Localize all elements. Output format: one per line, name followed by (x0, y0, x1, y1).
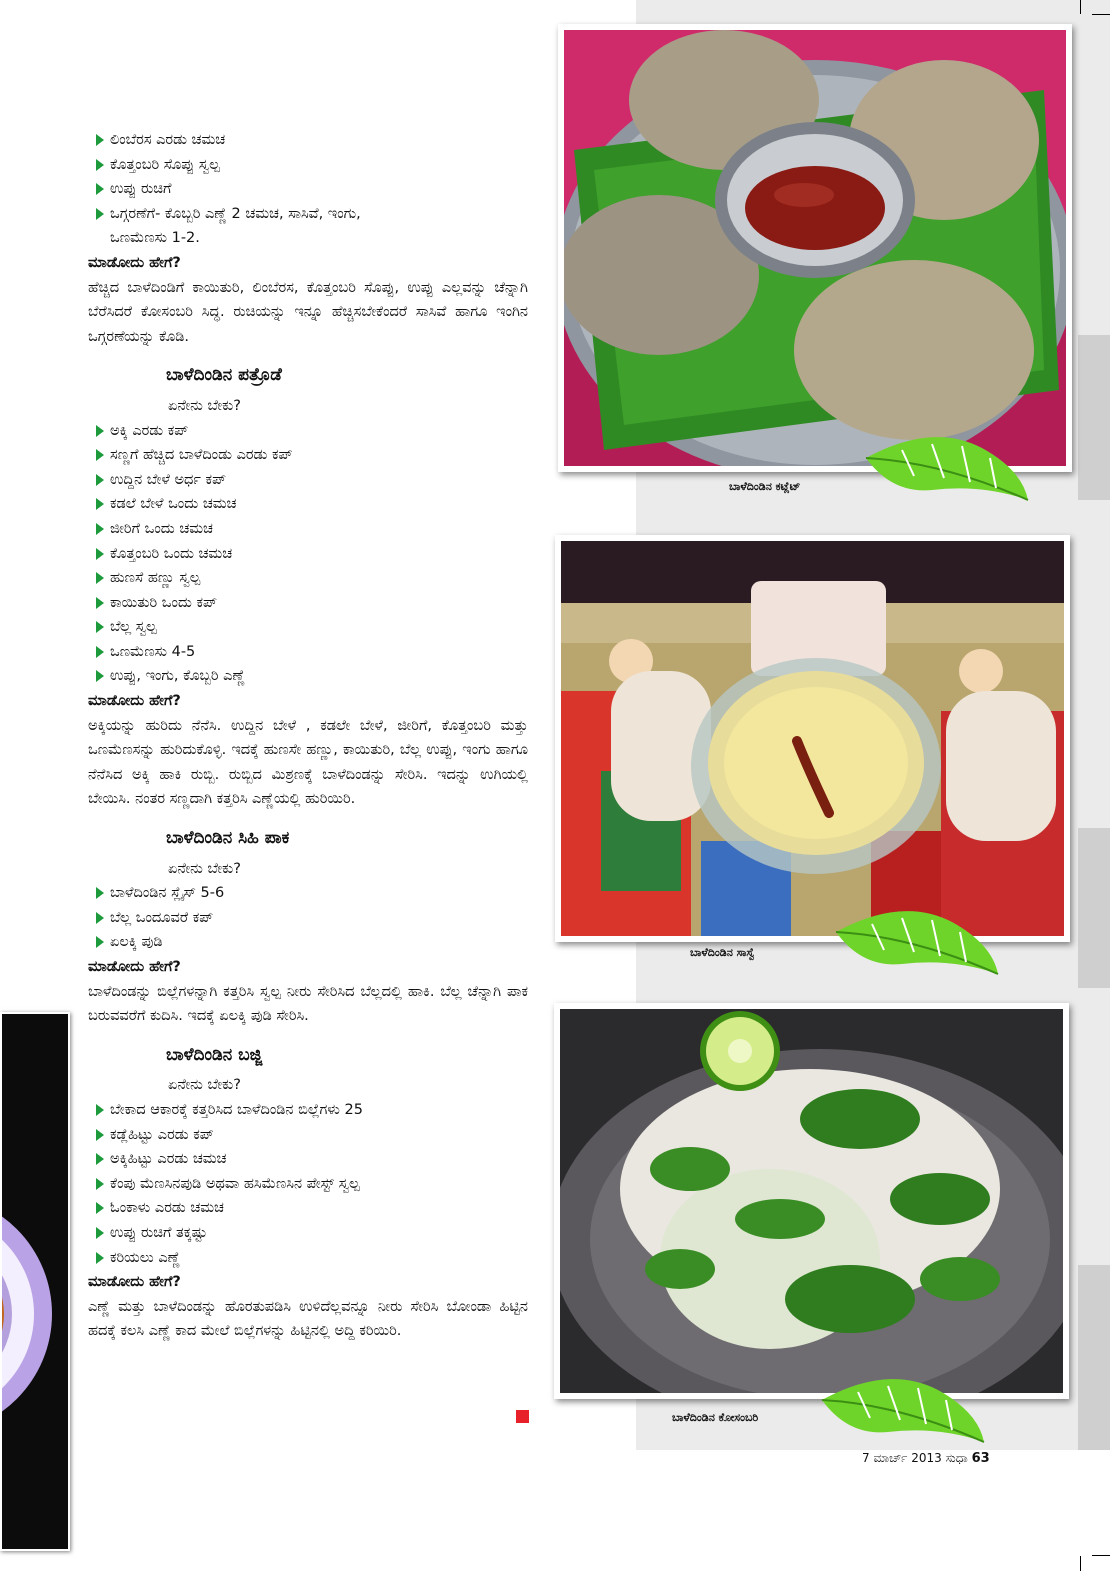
photo-sasve-image (561, 541, 1064, 936)
photo-cutlet-image (564, 30, 1066, 466)
crop-mark (1080, 1556, 1081, 1571)
intro-ingredient-list (88, 128, 528, 251)
method-heading: ಮಾಡೋದು ಹೇಗೆ? (88, 959, 181, 975)
banana-leaf-icon (818, 1370, 988, 1450)
method-paragraph: ಬಾಳೆದಿಂಡನ್ನು ಬಿಲ್ಲೆಗಳನ್ನಾಗಿ ಕತ್ತರಿಸಿ ಸ್ವಲ್ಪ ನೀರು ಸೇರಿಸಿದ ಬೆಲ್ಲದಲ್ಲಿ ಹಾಕಿ. ಬೆಲ್ಲ ಚೆನ್ನಾಗಿ ಪಾಕ ಬರುವವರೆಗೆ ಕುದಿಸಿ. ಇದಕ್ಕೆ ಏಲಕ್ಕಿ ಪುಡಿ ಸೇರಿಸಿ. (88, 983, 528, 1025)
method-heading: ಮಾಡೋದು ಹೇಗೆ? (88, 693, 181, 710)
page-number: 63 (971, 1451, 990, 1466)
list-item: ಏಲಕ್ಕಿ ಪುಡಿ (88, 930, 528, 955)
photo-caption: ಬಾಳೆದಿಂಡಿನ ಸಾಸ್ವೆ (690, 946, 755, 959)
list-item: ಉದ್ದಿನ ಬೇಳೆ ಅರ್ಧ ಕಪ್ (88, 468, 528, 493)
method-heading: ಮಾಡೋದು ಹೇಗೆ? (88, 254, 181, 271)
crop-mark (1092, 14, 1110, 15)
list-item: ಕಡಲೆ ಬೇಳೆ ಒಂದು ಚಮಚ (88, 492, 528, 517)
list-item: ಕೊತ್ತಂಬರಿ ಒಂದು ಚಮಚ (88, 542, 528, 567)
list-item: ಬೆಲ್ಲ ಒಂದೂವರೆ ಕಪ್ (88, 906, 528, 931)
list-item: ಕಡ್ಲೆಹಿಟ್ಟು ಎರಡು ಕಪ್ (88, 1123, 528, 1148)
list-item: ಅಕ್ಕಿಹಿಟ್ಟು ಎರಡು ಚಮಚ (88, 1147, 528, 1172)
partial-photo-left (0, 1012, 70, 1551)
method-paragraph: ಹೆಚ್ಚಿದ ಬಾಳೆದಿಂಡಿಗೆ ಕಾಯಿತುರಿ, ಲಿಂಬೆರಸ, ಕೊತ್ತಂಬರಿ ಸೊಪ್ಪು, ಉಪ್ಪು ಎಲ್ಲವನ್ನು ಚೆನ್ನಾಗಿ ಬೆರೆಸಿದರೆ ಕೋಸಂಬರಿ ಸಿದ್ಧ. ರುಚಿಯನ್ನು ಇನ್ನೂ ಹೆಚ್ಚಿಸಬೇಕೆಂದರೆ ಸಾಸಿವೆ ಹಾಗೂ ಇಂಗಿನ ಒಗ್ಗರಣೆಯನ್ನು ಕೊಡಿ. (88, 279, 528, 345)
list-item: ಉಪ್ಪು ರುಚಿಗೆ (88, 177, 528, 202)
ingredient-list (88, 881, 528, 955)
side-tab (1078, 335, 1110, 500)
list-item: ಸಣ್ಣಗೆ ಹೆಚ್ಚಿದ ಬಾಳೆದಿಂಡು ಎರಡು ಕಪ್ (88, 443, 528, 468)
list-item: ಉಪ್ಪು, ಇಂಗು, ಕೊಬ್ಬರಿ ಎಣ್ಣೆ (88, 664, 528, 689)
photo-cutlet (558, 24, 1072, 472)
list-item: ಒಗ್ಗರಣೆಗೆ- ಕೊಬ್ಬರಿ ಎಣ್ಣೆ 2 ಚಮಚ, ಸಾಸಿವೆ, ಇಂಗು, (88, 202, 528, 227)
list-item: ಕಾಯಿತುರಿ ಒಂದು ಕಪ್ (88, 591, 528, 616)
photo-sasve (555, 535, 1070, 942)
recipe-title: ಬಾಳೆದಿಂಡಿನ ಸಿಹಿ ಪಾಕ (166, 828, 290, 849)
end-of-article-mark (516, 1410, 529, 1423)
list-item: ಕರಿಯಲು ಎಣ್ಣೆ (88, 1246, 528, 1271)
list-item: ಉಪ್ಪು ರುಚಿಗೆ ತಕ್ಕಷ್ಟು (88, 1221, 528, 1246)
banana-leaf-icon (832, 902, 1002, 982)
photo-caption: ಬಾಳೆದಿಂಡಿನ ಕೋಸಂಬರಿ (672, 1411, 759, 1424)
list-item: ಲಿಂಬೆರಸ ಎರಡು ಚಮಚ (88, 128, 528, 153)
ingredient-list (88, 1098, 528, 1270)
method-paragraph: ಅಕ್ಕಿಯನ್ನು ಹುರಿದು ನೆನೆಸಿ. ಉದ್ದಿನ ಬೇಳೆ , ಕಡಲೇ ಬೇಳೆ, ಜೀರಿಗೆ, ಕೊತ್ತಂಬರಿ ಮತ್ತು ಒಣಮೆಣಸನ್ನು ಹುರಿದುಕೊಳ್ಳಿ. ಇದಕ್ಕೆ ಹುಣಸೇ ಹಣ್ಣು, ಕಾಯಿತುರಿ, ಬೆಲ್ಲ ಉಪ್ಪು, ಇಂಗು ಹಾಗೂ ನೆನೆಸಿದ ಅಕ್ಕಿ ಹಾಕಿ ರುಬ್ಬಿ. ರುಬ್ಬಿದ ಮಿಶ್ರಣಕ್ಕೆ ಬಾಳೆದಿಂಡನ್ನು ಸೇರಿಸಿ. ಇದನ್ನು ಉಗಿಯಲ್ಲಿ ಬೇಯಿಸಿ. ನಂತರ ಸಣ್ಣದಾಗಿ ಕತ್ತರಿಸಿ ಎಣ್ಣೆಯಲ್ಲಿ ಹುರಿಯಿರಿ. (88, 717, 528, 808)
method-heading: ಮಾಡೋದು ಹೇಗೆ? (88, 1274, 181, 1291)
list-item: ಬಾಳೆದಿಂಡಿನ ಸ್ಲೈಸ್ 5-6 (88, 881, 528, 906)
crop-mark (1080, 0, 1081, 14)
side-tab (1078, 1265, 1110, 1450)
list-item: ಓಂಕಾಳು ಎರಡು ಚಮಚ (88, 1196, 528, 1221)
ingredients-heading: ಏನೇನು ಬೇಕು? (168, 860, 241, 877)
list-item-continuation: ಒಣಮೆಣಸು 1-2. (110, 230, 200, 247)
photo-kosambari-image (560, 1009, 1063, 1393)
list-item: ಬೇಕಾದ ಆಕಾರಕ್ಕೆ ಕತ್ತರಿಸಿದ ಬಾಳೆದಿಂಡಿನ ಬಿಲ್ಲೆಗಳು 25 (88, 1098, 528, 1123)
photo-kosambari (554, 1003, 1069, 1399)
crop-mark (1092, 1555, 1110, 1556)
ingredient-list (88, 419, 528, 690)
list-item: ಹುಣಸೆ ಹಣ್ಣು ಸ್ವಲ್ಪ (88, 566, 528, 591)
recipe-text-column (88, 128, 528, 1344)
list-item: ಒಣಮೆಣಸು 4-5 (88, 640, 528, 665)
list-item: ಅಕ್ಕಿ ಎರಡು ಕಪ್ (88, 419, 528, 444)
recipe-title: ಬಾಳೆದಿಂಡಿನ ಪತ್ರೊಡೆ (166, 365, 282, 386)
list-item: ಕೆಂಪು ಮೆಣಸಿನಪುಡಿ ಅಥವಾ ಹಸಿಮೆಣಸಿನ ಪೇಸ್ಟ್ ಸ್ವಲ್ಪ (88, 1172, 528, 1197)
side-tab (1078, 828, 1110, 988)
ingredients-heading: ಏನೇನು ಬೇಕು? (168, 397, 241, 414)
recipe-title: ಬಾಳೆದಿಂಡಿನ ಬಜ್ಜಿ (166, 1044, 263, 1065)
issue-date: 7 ಮಾರ್ಚ್ 2013 ಸುಧಾ (862, 1451, 968, 1465)
page-footer (862, 1451, 990, 1466)
list-item: ಜೀರಿಗೆ ಒಂದು ಚಮಚ (88, 517, 528, 542)
banana-leaf-icon (862, 428, 1032, 508)
list-item: ಬೆಲ್ಲ ಸ್ವಲ್ಪ (88, 615, 528, 640)
method-paragraph: ಎಣ್ಣೆ ಮತ್ತು ಬಾಳೆದಿಂಡನ್ನು ಹೊರತುಪಡಿಸಿ ಉಳಿದೆಲ್ಲವನ್ನೂ ನೀರು ಸೇರಿಸಿ ಬೋಂಡಾ ಹಿಟ್ಟಿನ ಹದಕ್ಕೆ ಕಲಸಿ ಎಣ್ಣೆ ಕಾದ ಮೇಲೆ ಬಿಲ್ಲೆಗಳನ್ನು ಹಿಟ್ಟಿನಲ್ಲಿ ಅದ್ದಿ ಕರಿಯಿರಿ. (88, 1298, 528, 1340)
photo-caption: ಬಾಳೆದಿಂಡಿನ ಕಟ್ಲೆಟ್ (729, 480, 801, 493)
ingredients-heading: ಏನೇನು ಬೇಕು? (168, 1077, 241, 1094)
list-item: ಕೊತ್ತಂಬರಿ ಸೊಪ್ಪು ಸ್ವಲ್ಪ (88, 153, 528, 178)
